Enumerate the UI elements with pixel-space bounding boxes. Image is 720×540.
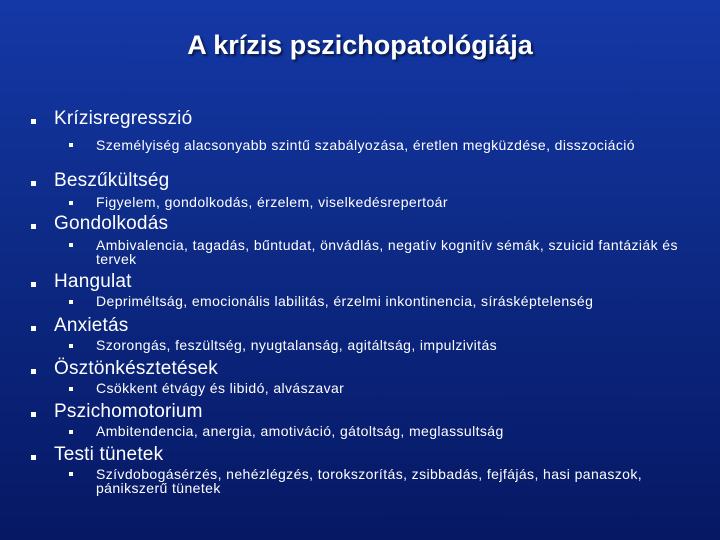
item-heading: Pszichomotorium <box>54 401 203 422</box>
sub-bullet-square-icon <box>69 430 73 434</box>
item-heading: Testi tünetek <box>54 444 164 465</box>
item-detail: Csökkent étvágy és libidó, alvászavar <box>96 380 345 396</box>
sub-bullet-square-icon <box>69 300 73 304</box>
bullet-square-icon <box>31 412 36 417</box>
bullet-square-icon <box>31 326 36 331</box>
item-heading: Gondolkodás <box>54 213 169 234</box>
bullet-square-icon <box>31 369 36 374</box>
slide-title: A krízis pszichopatológiája <box>187 30 533 60</box>
item-heading: Krízisregresszió <box>54 108 193 129</box>
bullet-square-icon <box>31 455 36 460</box>
sub-bullet-square-icon <box>69 143 73 147</box>
item-heading: Beszűkültség <box>54 170 170 191</box>
item-heading: Ösztönkésztetések <box>54 358 218 379</box>
sub-bullet-square-icon <box>69 387 73 391</box>
item-detail: Személyiség alacsonyabb szintű szabályozása, éretlen megküzdése, disszociáció <box>96 137 635 153</box>
item-heading: Anxietás <box>54 315 129 336</box>
bullet-square-icon <box>31 224 36 229</box>
item-detail: Szorongás, feszültség, nyugtalanság, agitáltság, impulzivitás <box>96 337 498 353</box>
sub-bullet-square-icon <box>69 201 73 205</box>
sub-bullet-square-icon <box>69 472 73 476</box>
item-detail: Ambivalencia, tagadás, bűntudat, önvádlás, negatív kognitív sémák, szuicid fantáziák és tervek <box>96 237 678 267</box>
item-detail: Depriméltság, emocionális labilitás, érzelmi inkontinencia, sírásképtelenség <box>96 293 594 309</box>
sub-bullet-square-icon <box>69 344 73 348</box>
item-detail: Szívdobogásérzés, nehézlégzés, torokszorítás, zsibbadás, fejfájás, hasi panaszok, pánikszerű tünetek <box>96 466 643 496</box>
bullet-square-icon <box>31 181 36 186</box>
bullet-square-icon <box>31 282 36 287</box>
item-detail: Ambitendencia, anergia, amotiváció, gátoltság, meglassultság <box>96 423 504 439</box>
sub-bullet-square-icon <box>69 243 73 247</box>
item-detail: Figyelem, gondolkodás, érzelem, viselkedésrepertoár <box>96 194 448 210</box>
bullet-square-icon <box>31 119 36 124</box>
item-heading: Hangulat <box>54 271 132 292</box>
